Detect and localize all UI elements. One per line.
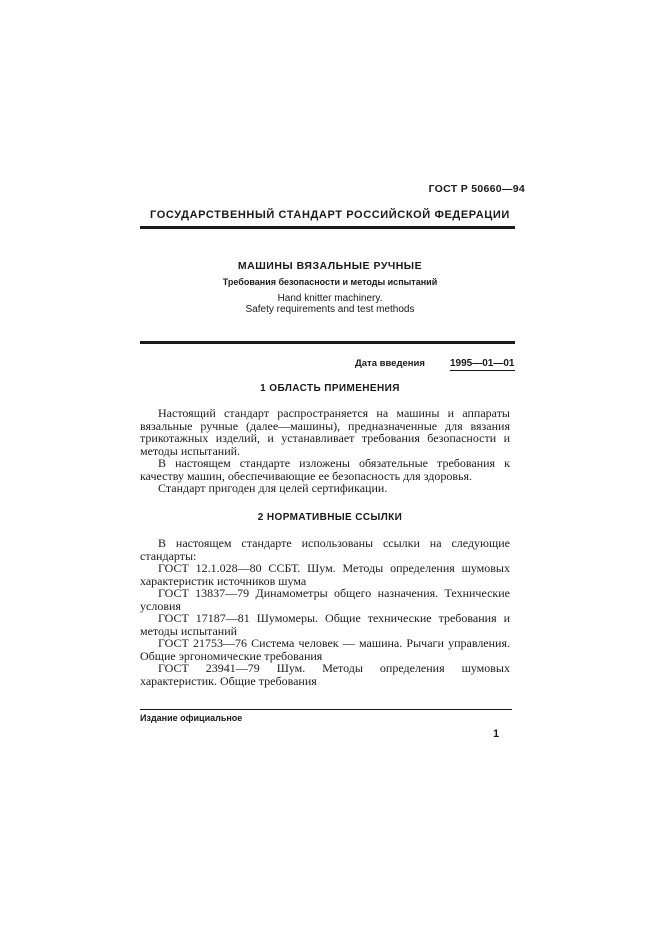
reference-item: ГОСТ 13837—79 Динамометры общего назначения. Технические условия [140,586,510,613]
paragraph: Стандарт пригоден для целей сертификации. [158,481,388,495]
title-rule [140,341,515,344]
english-title-line1: Hand knitter machinery. [277,293,383,304]
reference-item: ГОСТ 12.1.028—80 ССБТ. Шум. Методы определения шумовых характеристик источников шума [140,561,510,588]
paragraph: В настоящем стандарте использованы ссылки на следующие стандарты: [140,536,510,563]
section-body-references [140,537,510,687]
document-subtitle: Требования безопасности и методы испытаний [222,277,438,287]
paragraph: Настоящий стандарт распространяется на машины и аппараты вязальные ручные (далее—машины), предназначенные для вязания трикотажных изделий, и устанавливает требования безопасности и методы испытаний. [140,406,510,458]
effective-date-label: Дата введения [355,358,425,369]
section-heading-references: 2 НОРМАТИВНЫЕ ССЫЛКИ [257,512,403,523]
section-heading-scope: 1 ОБЛАСТЬ ПРИМЕНЕНИЯ [260,383,400,394]
reference-item: ГОСТ 23941—79 Шум. Методы определения шумовых характеристик. Общие требования [140,661,510,688]
page-number: 1 [493,728,500,740]
section-body-scope [140,407,510,495]
reference-item: ГОСТ 17187—81 Шумомеры. Общие технические требования и методы испытаний [140,611,510,638]
footer-rule [140,709,512,710]
standard-code: ГОСТ Р 50660—94 [428,183,525,195]
organization-heading: ГОСУДАРСТВЕННЫЙ СТАНДАРТ РОССИЙСКОЙ ФЕДЕРАЦИИ [150,209,510,221]
document-title: МАШИНЫ ВЯЗАЛЬНЫЕ РУЧНЫЕ [237,260,423,272]
edition-note: Издание официальное [140,713,243,723]
english-title-line2: Safety requirements and test methods [245,304,415,315]
paragraph: В настоящем стандарте изложены обязательные требования к качеству машин, обеспечивающие ее безопасность для здоровья. [140,456,510,483]
reference-item: ГОСТ 21753—76 Система человек — машина. Рычаги управления. Общие эргономические требования [140,636,510,663]
header-rule [140,226,515,229]
effective-date-value: 1995—01—01 [450,358,515,369]
